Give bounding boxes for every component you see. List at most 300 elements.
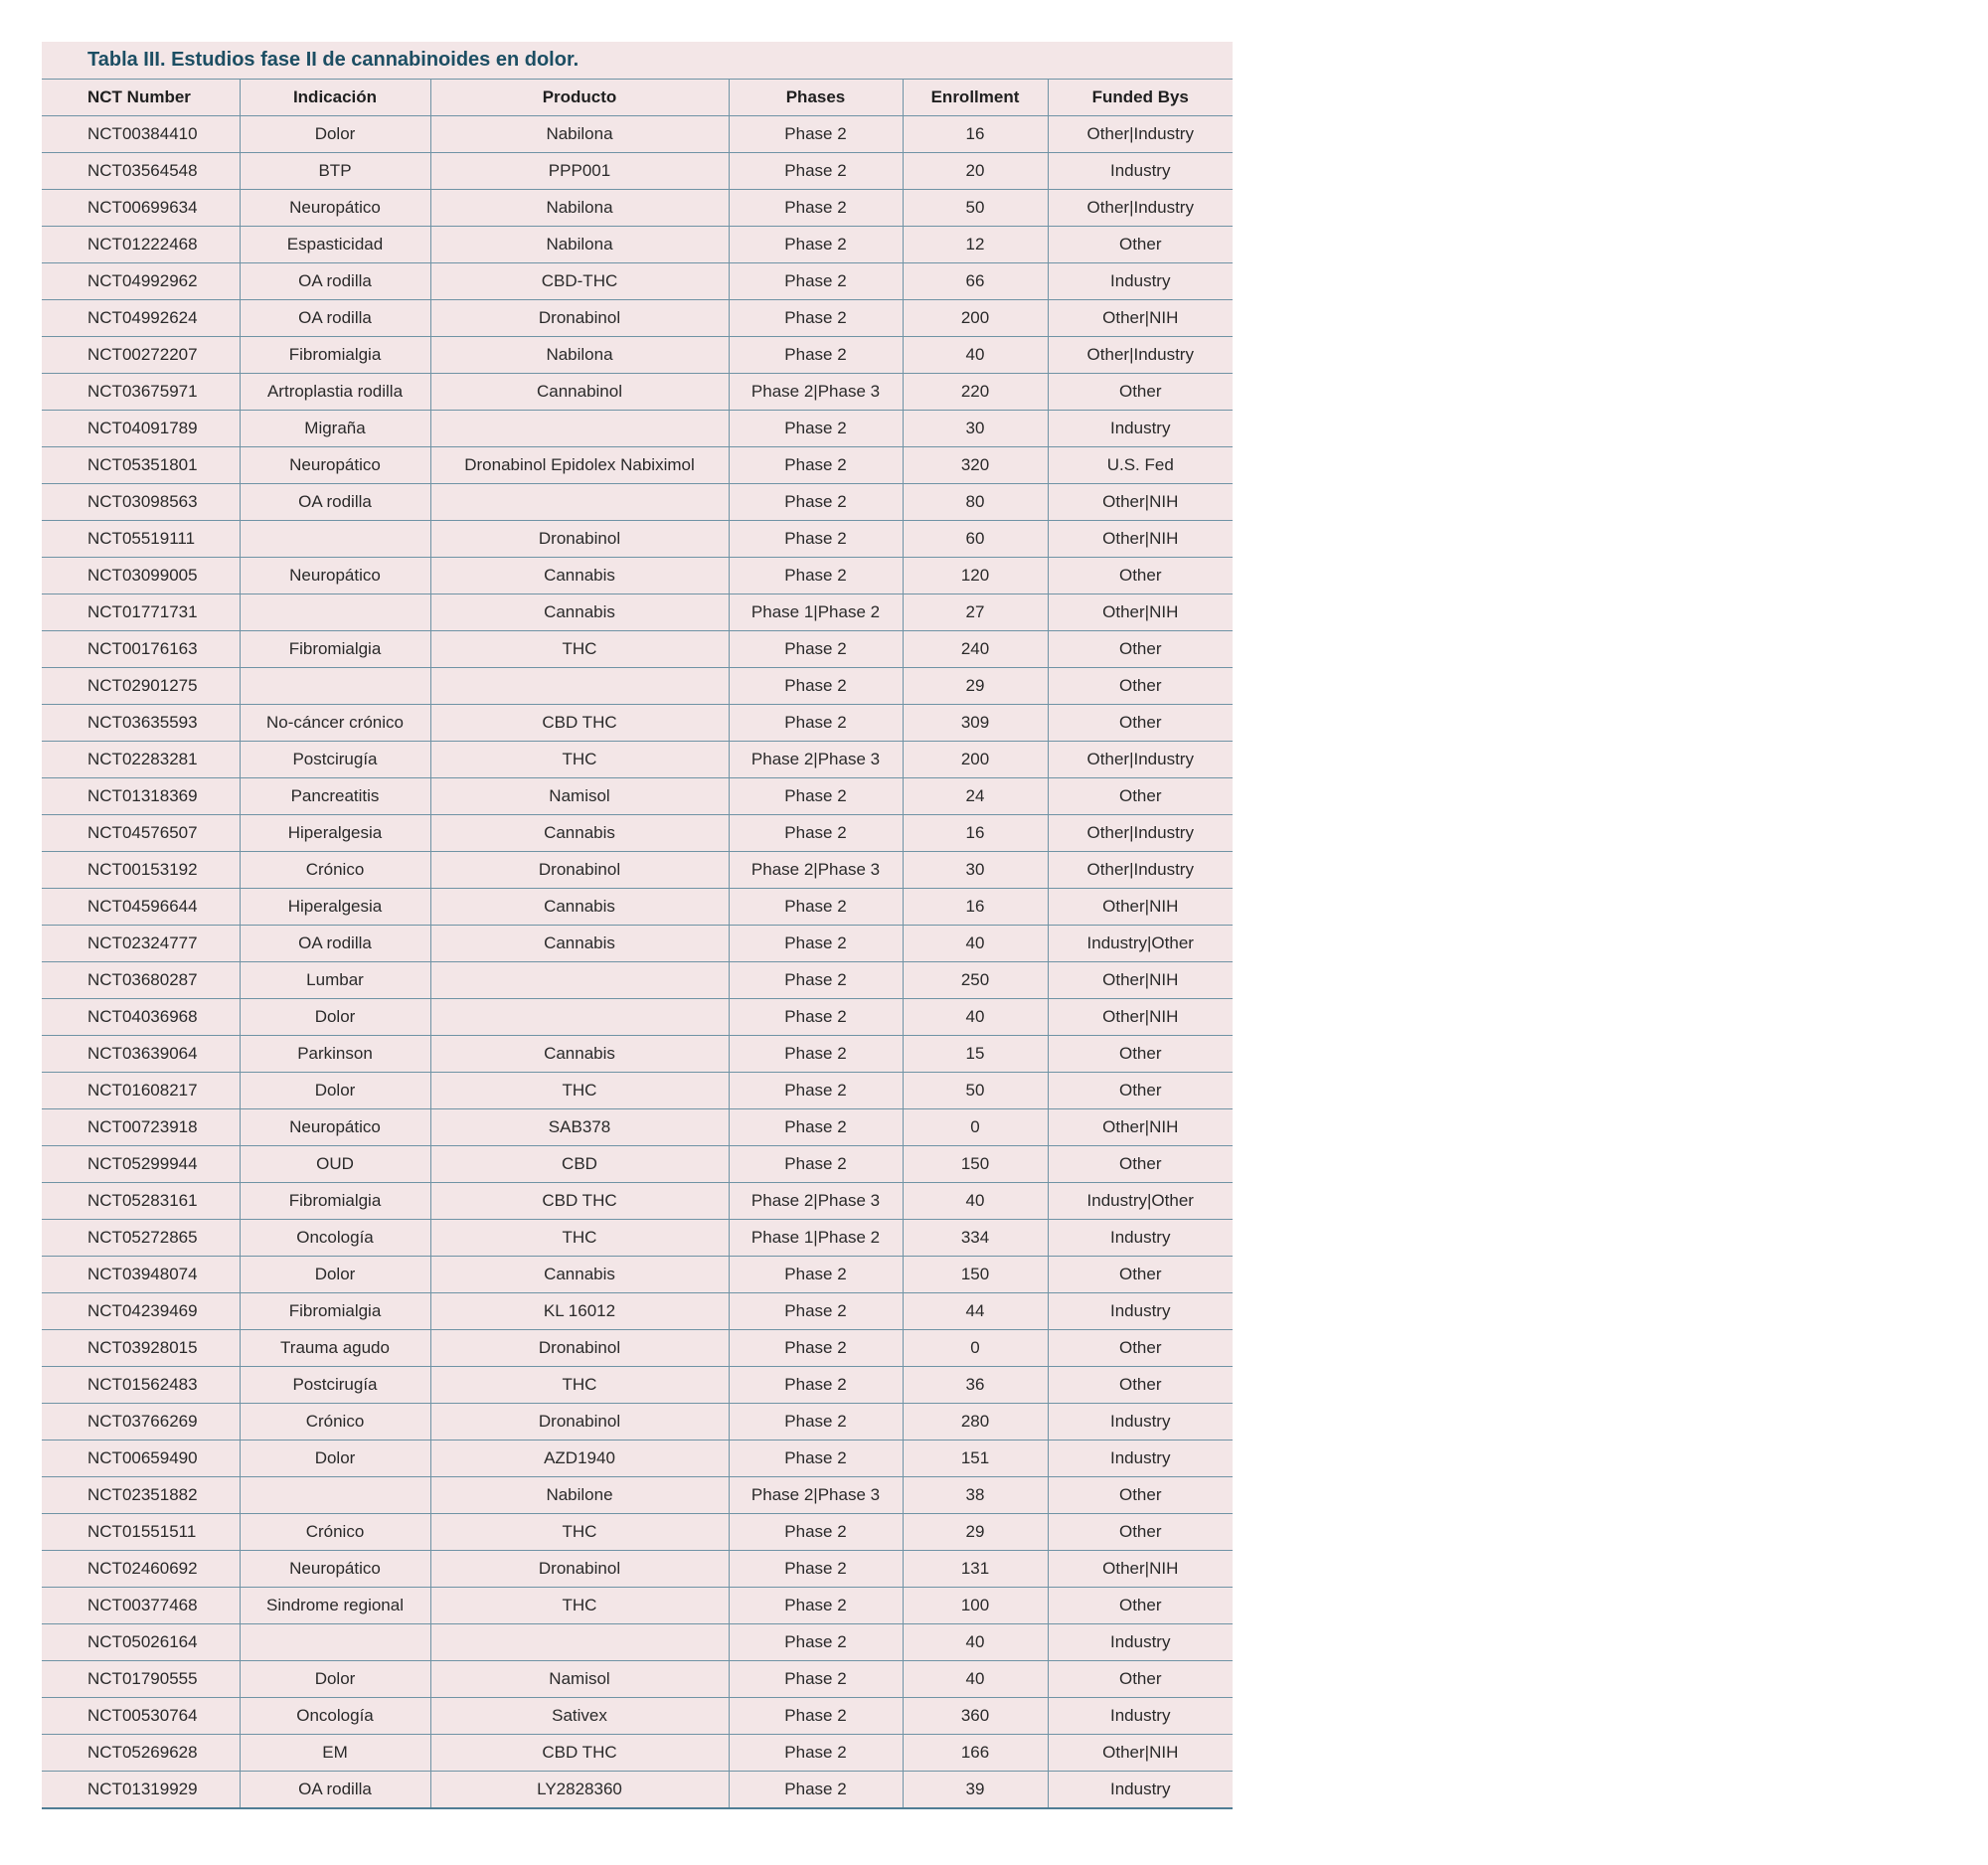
cell-enrollment: 40 (903, 999, 1048, 1036)
cell-funded-bys: Industry (1048, 411, 1233, 447)
table-row (42, 1367, 1233, 1404)
cell-indicacion: EM (240, 1735, 430, 1772)
header-row (42, 80, 1233, 116)
cell-funded-bys: Other (1048, 1036, 1233, 1073)
cell-enrollment: 24 (903, 778, 1048, 815)
cell-phases: Phase 2 (729, 1367, 903, 1404)
cell-funded-bys: Industry (1048, 1441, 1233, 1477)
cell-phases: Phase 2 (729, 153, 903, 190)
cell-phases: Phase 2 (729, 889, 903, 926)
cell-phases: Phase 2 (729, 1698, 903, 1735)
table-row (42, 999, 1233, 1036)
cell-phases: Phase 2|Phase 3 (729, 1477, 903, 1514)
cell-nct-number: NCT05283161 (42, 1183, 240, 1220)
cell-phases: Phase 2 (729, 999, 903, 1036)
cell-producto: THC (430, 742, 729, 778)
cell-indicacion: Sindrome regional (240, 1588, 430, 1624)
cell-indicacion: Trauma agudo (240, 1330, 430, 1367)
cell-producto: Dronabinol Epidolex Nabiximol (430, 447, 729, 484)
cell-nct-number: NCT01318369 (42, 778, 240, 815)
cell-enrollment: 150 (903, 1146, 1048, 1183)
cell-enrollment: 30 (903, 852, 1048, 889)
table-row (42, 263, 1233, 300)
cell-phases: Phase 2 (729, 1588, 903, 1624)
table-row (42, 484, 1233, 521)
table-row (42, 558, 1233, 594)
table-row (42, 705, 1233, 742)
cell-phases: Phase 2 (729, 300, 903, 337)
header-producto: Producto (430, 80, 729, 116)
cell-funded-bys: Other (1048, 1661, 1233, 1698)
cell-nct-number: NCT03766269 (42, 1404, 240, 1441)
table-row (42, 1109, 1233, 1146)
cell-enrollment: 240 (903, 631, 1048, 668)
cell-nct-number: NCT03635593 (42, 705, 240, 742)
cell-phases: Phase 2 (729, 484, 903, 521)
cell-phases: Phase 2 (729, 1772, 903, 1809)
table-row (42, 594, 1233, 631)
cell-enrollment: 40 (903, 926, 1048, 962)
cell-nct-number: NCT03948074 (42, 1257, 240, 1293)
table-header (42, 80, 1233, 116)
cell-producto: Cannabis (430, 1257, 729, 1293)
cell-producto: Dronabinol (430, 521, 729, 558)
cell-nct-number: NCT01551511 (42, 1514, 240, 1551)
cell-nct-number: NCT03098563 (42, 484, 240, 521)
cell-phases: Phase 2 (729, 116, 903, 153)
cell-phases: Phase 2 (729, 1073, 903, 1109)
cell-phases: Phase 2 (729, 263, 903, 300)
cell-funded-bys: Industry (1048, 263, 1233, 300)
table-row (42, 300, 1233, 337)
cell-funded-bys: Other (1048, 1330, 1233, 1367)
cell-producto (430, 999, 729, 1036)
cell-nct-number: NCT00384410 (42, 116, 240, 153)
table-row (42, 815, 1233, 852)
cell-phases: Phase 2 (729, 778, 903, 815)
cell-indicacion: Oncología (240, 1698, 430, 1735)
cell-indicacion (240, 1624, 430, 1661)
cell-phases: Phase 2 (729, 411, 903, 447)
cell-nct-number: NCT05269628 (42, 1735, 240, 1772)
table-row (42, 668, 1233, 705)
table-row (42, 1036, 1233, 1073)
cell-producto: Cannabis (430, 594, 729, 631)
cell-nct-number: NCT00153192 (42, 852, 240, 889)
cell-nct-number: NCT04036968 (42, 999, 240, 1036)
cell-enrollment: 30 (903, 411, 1048, 447)
cell-funded-bys: Other (1048, 227, 1233, 263)
cell-phases: Phase 2 (729, 705, 903, 742)
cell-enrollment: 15 (903, 1036, 1048, 1073)
cell-indicacion: Migraña (240, 411, 430, 447)
cell-phases: Phase 2 (729, 1257, 903, 1293)
cell-funded-bys: U.S. Fed (1048, 447, 1233, 484)
header-funded-bys: Funded Bys (1048, 80, 1233, 116)
cell-phases: Phase 2 (729, 1109, 903, 1146)
cell-producto: Cannabis (430, 558, 729, 594)
cell-funded-bys: Other (1048, 1146, 1233, 1183)
cell-nct-number: NCT00530764 (42, 1698, 240, 1735)
cell-indicacion: Hiperalgesia (240, 815, 430, 852)
table-row (42, 852, 1233, 889)
cell-enrollment: 29 (903, 668, 1048, 705)
cell-enrollment: 166 (903, 1735, 1048, 1772)
cell-funded-bys: Other (1048, 1367, 1233, 1404)
table-row (42, 1661, 1233, 1698)
cell-nct-number: NCT02460692 (42, 1551, 240, 1588)
cell-enrollment: 27 (903, 594, 1048, 631)
cell-nct-number: NCT04992624 (42, 300, 240, 337)
cell-enrollment: 280 (903, 1404, 1048, 1441)
table-row (42, 227, 1233, 263)
trials-table (42, 79, 1233, 1809)
cell-enrollment: 44 (903, 1293, 1048, 1330)
cell-producto: THC (430, 631, 729, 668)
cell-producto: THC (430, 1073, 729, 1109)
cell-indicacion: Crónico (240, 1514, 430, 1551)
cell-funded-bys: Other (1048, 705, 1233, 742)
cell-indicacion: Dolor (240, 1661, 430, 1698)
cell-indicacion: Fibromialgia (240, 337, 430, 374)
cell-producto: KL 16012 (430, 1293, 729, 1330)
cell-producto: Cannabis (430, 1036, 729, 1073)
cell-indicacion: Dolor (240, 1441, 430, 1477)
cell-indicacion: Pancreatitis (240, 778, 430, 815)
cell-phases: Phase 2 (729, 815, 903, 852)
cell-producto: Nabilona (430, 337, 729, 374)
table-row (42, 1330, 1233, 1367)
cell-nct-number: NCT00723918 (42, 1109, 240, 1146)
cell-producto: Dronabinol (430, 1404, 729, 1441)
table-row (42, 1588, 1233, 1624)
table-row (42, 447, 1233, 484)
cell-funded-bys: Other (1048, 778, 1233, 815)
cell-nct-number: NCT01319929 (42, 1772, 240, 1809)
cell-indicacion: Postcirugía (240, 1367, 430, 1404)
cell-enrollment: 39 (903, 1772, 1048, 1809)
cell-producto: THC (430, 1514, 729, 1551)
cell-phases: Phase 2|Phase 3 (729, 742, 903, 778)
cell-enrollment: 29 (903, 1514, 1048, 1551)
table-row (42, 1441, 1233, 1477)
cell-phases: Phase 2 (729, 1514, 903, 1551)
cell-funded-bys: Other (1048, 558, 1233, 594)
cell-funded-bys: Other|Industry (1048, 337, 1233, 374)
cell-producto: Nabilona (430, 227, 729, 263)
cell-indicacion: Fibromialgia (240, 631, 430, 668)
cell-enrollment: 36 (903, 1367, 1048, 1404)
cell-enrollment: 80 (903, 484, 1048, 521)
cell-nct-number: NCT00272207 (42, 337, 240, 374)
table-row (42, 1183, 1233, 1220)
cell-producto (430, 962, 729, 999)
cell-funded-bys: Other (1048, 631, 1233, 668)
cell-producto: THC (430, 1588, 729, 1624)
cell-funded-bys: Other|NIH (1048, 962, 1233, 999)
cell-phases: Phase 2 (729, 1441, 903, 1477)
cell-enrollment: 320 (903, 447, 1048, 484)
header-nct-number: NCT Number (42, 80, 240, 116)
header-enrollment: Enrollment (903, 80, 1048, 116)
cell-phases: Phase 1|Phase 2 (729, 1220, 903, 1257)
cell-nct-number: NCT01790555 (42, 1661, 240, 1698)
cell-indicacion: Crónico (240, 1404, 430, 1441)
cell-funded-bys: Other (1048, 1588, 1233, 1624)
table-row (42, 778, 1233, 815)
cell-indicacion: Fibromialgia (240, 1293, 430, 1330)
cell-nct-number: NCT01222468 (42, 227, 240, 263)
cell-phases: Phase 2 (729, 190, 903, 227)
cell-nct-number: NCT01771731 (42, 594, 240, 631)
cell-enrollment: 200 (903, 300, 1048, 337)
cell-indicacion: Dolor (240, 1257, 430, 1293)
cell-funded-bys: Other|Industry (1048, 742, 1233, 778)
cell-nct-number: NCT04992962 (42, 263, 240, 300)
cell-enrollment: 38 (903, 1477, 1048, 1514)
cell-producto: Sativex (430, 1698, 729, 1735)
cell-funded-bys: Other|NIH (1048, 999, 1233, 1036)
table-panel (42, 42, 1233, 1809)
cell-funded-bys: Industry|Other (1048, 926, 1233, 962)
cell-phases: Phase 2|Phase 3 (729, 374, 903, 411)
table-row (42, 889, 1233, 926)
cell-indicacion: Postcirugía (240, 742, 430, 778)
cell-funded-bys: Other|NIH (1048, 1109, 1233, 1146)
cell-phases: Phase 2 (729, 1293, 903, 1330)
cell-indicacion: Artroplastia rodilla (240, 374, 430, 411)
cell-indicacion: Dolor (240, 1073, 430, 1109)
cell-producto: Namisol (430, 778, 729, 815)
cell-funded-bys: Other (1048, 1257, 1233, 1293)
cell-enrollment: 66 (903, 263, 1048, 300)
cell-indicacion: Neuropático (240, 558, 430, 594)
table-row (42, 190, 1233, 227)
table-row (42, 1404, 1233, 1441)
table-row (42, 962, 1233, 999)
cell-enrollment: 40 (903, 337, 1048, 374)
cell-enrollment: 12 (903, 227, 1048, 263)
cell-phases: Phase 2 (729, 1624, 903, 1661)
cell-producto: LY2828360 (430, 1772, 729, 1809)
cell-enrollment: 20 (903, 153, 1048, 190)
cell-producto: CBD THC (430, 705, 729, 742)
cell-producto: Dronabinol (430, 1551, 729, 1588)
cell-indicacion (240, 521, 430, 558)
table-row (42, 1146, 1233, 1183)
cell-producto: AZD1940 (430, 1441, 729, 1477)
cell-nct-number: NCT03099005 (42, 558, 240, 594)
cell-funded-bys: Industry (1048, 1293, 1233, 1330)
table-row (42, 411, 1233, 447)
cell-nct-number: NCT04596644 (42, 889, 240, 926)
cell-phases: Phase 2 (729, 227, 903, 263)
cell-funded-bys: Industry (1048, 1772, 1233, 1809)
cell-indicacion: OA rodilla (240, 926, 430, 962)
cell-indicacion: No-cáncer crónico (240, 705, 430, 742)
table-row (42, 1073, 1233, 1109)
cell-producto: Nabilona (430, 190, 729, 227)
cell-enrollment: 40 (903, 1183, 1048, 1220)
cell-enrollment: 40 (903, 1624, 1048, 1661)
cell-enrollment: 220 (903, 374, 1048, 411)
cell-enrollment: 60 (903, 521, 1048, 558)
cell-phases: Phase 2 (729, 1661, 903, 1698)
cell-nct-number: NCT02324777 (42, 926, 240, 962)
cell-nct-number: NCT05026164 (42, 1624, 240, 1661)
cell-producto: Cannabis (430, 926, 729, 962)
cell-producto: Dronabinol (430, 1330, 729, 1367)
cell-producto (430, 411, 729, 447)
cell-funded-bys: Industry (1048, 153, 1233, 190)
cell-funded-bys: Other (1048, 374, 1233, 411)
cell-nct-number: NCT03675971 (42, 374, 240, 411)
cell-funded-bys: Other|Industry (1048, 116, 1233, 153)
cell-enrollment: 250 (903, 962, 1048, 999)
cell-enrollment: 16 (903, 889, 1048, 926)
cell-nct-number: NCT03928015 (42, 1330, 240, 1367)
cell-producto: CBD (430, 1146, 729, 1183)
cell-producto (430, 1624, 729, 1661)
cell-indicacion (240, 668, 430, 705)
cell-indicacion: Parkinson (240, 1036, 430, 1073)
table-row (42, 742, 1233, 778)
cell-phases: Phase 2 (729, 521, 903, 558)
table-row (42, 1551, 1233, 1588)
cell-producto: Cannabis (430, 815, 729, 852)
cell-producto: SAB378 (430, 1109, 729, 1146)
cell-phases: Phase 2 (729, 668, 903, 705)
cell-indicacion: BTP (240, 153, 430, 190)
cell-enrollment: 50 (903, 1073, 1048, 1109)
cell-nct-number: NCT00377468 (42, 1588, 240, 1624)
cell-nct-number: NCT02351882 (42, 1477, 240, 1514)
table-row (42, 926, 1233, 962)
cell-enrollment: 0 (903, 1109, 1048, 1146)
cell-indicacion: OA rodilla (240, 300, 430, 337)
cell-funded-bys: Other|NIH (1048, 1551, 1233, 1588)
cell-funded-bys: Industry|Other (1048, 1183, 1233, 1220)
cell-enrollment: 100 (903, 1588, 1048, 1624)
cell-funded-bys: Other|NIH (1048, 889, 1233, 926)
cell-producto: Nabilona (430, 116, 729, 153)
cell-funded-bys: Other (1048, 1477, 1233, 1514)
cell-indicacion (240, 1477, 430, 1514)
header-phases: Phases (729, 80, 903, 116)
cell-nct-number: NCT05351801 (42, 447, 240, 484)
cell-nct-number: NCT03639064 (42, 1036, 240, 1073)
cell-indicacion: OUD (240, 1146, 430, 1183)
cell-indicacion: Neuropático (240, 447, 430, 484)
cell-funded-bys: Other (1048, 1514, 1233, 1551)
cell-enrollment: 200 (903, 742, 1048, 778)
table-caption: Tabla III. Estudios fase II de cannabinoides en dolor. (87, 49, 580, 71)
cell-nct-number: NCT01608217 (42, 1073, 240, 1109)
table-row (42, 1624, 1233, 1661)
cell-funded-bys: Other|NIH (1048, 1735, 1233, 1772)
cell-indicacion: Hiperalgesia (240, 889, 430, 926)
cell-funded-bys: Other (1048, 1073, 1233, 1109)
cell-phases: Phase 2 (729, 337, 903, 374)
table-row (42, 631, 1233, 668)
cell-funded-bys: Other|Industry (1048, 852, 1233, 889)
cell-indicacion (240, 594, 430, 631)
cell-phases: Phase 1|Phase 2 (729, 594, 903, 631)
cell-nct-number: NCT04576507 (42, 815, 240, 852)
cell-indicacion: Espasticidad (240, 227, 430, 263)
cell-indicacion: Neuropático (240, 1551, 430, 1588)
cell-producto: Cannabinol (430, 374, 729, 411)
cell-enrollment: 50 (903, 190, 1048, 227)
cell-enrollment: 0 (903, 1330, 1048, 1367)
cell-enrollment: 16 (903, 815, 1048, 852)
cell-nct-number: NCT00699634 (42, 190, 240, 227)
cell-indicacion: Neuropático (240, 1109, 430, 1146)
cell-nct-number: NCT04239469 (42, 1293, 240, 1330)
table-row (42, 1257, 1233, 1293)
cell-nct-number: NCT05272865 (42, 1220, 240, 1257)
table-row (42, 1772, 1233, 1809)
cell-indicacion: Oncología (240, 1220, 430, 1257)
cell-funded-bys: Industry (1048, 1698, 1233, 1735)
cell-enrollment: 334 (903, 1220, 1048, 1257)
cell-nct-number: NCT05519111 (42, 521, 240, 558)
cell-producto: PPP001 (430, 153, 729, 190)
cell-enrollment: 151 (903, 1441, 1048, 1477)
table-row (42, 1293, 1233, 1330)
cell-phases: Phase 2 (729, 1330, 903, 1367)
cell-indicacion: OA rodilla (240, 263, 430, 300)
cell-phases: Phase 2 (729, 1036, 903, 1073)
cell-producto (430, 484, 729, 521)
table-row (42, 521, 1233, 558)
table-row (42, 153, 1233, 190)
cell-indicacion: Dolor (240, 999, 430, 1036)
table-row (42, 1220, 1233, 1257)
cell-producto (430, 668, 729, 705)
cell-producto: THC (430, 1220, 729, 1257)
cell-phases: Phase 2|Phase 3 (729, 1183, 903, 1220)
cell-phases: Phase 2 (729, 962, 903, 999)
cell-producto: CBD THC (430, 1735, 729, 1772)
cell-enrollment: 120 (903, 558, 1048, 594)
table-row (42, 1698, 1233, 1735)
cell-indicacion: OA rodilla (240, 484, 430, 521)
cell-indicacion: OA rodilla (240, 1772, 430, 1809)
cell-enrollment: 131 (903, 1551, 1048, 1588)
cell-funded-bys: Industry (1048, 1404, 1233, 1441)
cell-nct-number: NCT04091789 (42, 411, 240, 447)
cell-enrollment: 16 (903, 116, 1048, 153)
cell-producto: Cannabis (430, 889, 729, 926)
cell-nct-number: NCT00659490 (42, 1441, 240, 1477)
cell-nct-number: NCT00176163 (42, 631, 240, 668)
cell-enrollment: 150 (903, 1257, 1048, 1293)
cell-phases: Phase 2 (729, 631, 903, 668)
cell-nct-number: NCT03680287 (42, 962, 240, 999)
table-row (42, 1514, 1233, 1551)
cell-phases: Phase 2 (729, 1146, 903, 1183)
table-row (42, 374, 1233, 411)
table-row (42, 1735, 1233, 1772)
cell-funded-bys: Other|Industry (1048, 190, 1233, 227)
table-row (42, 337, 1233, 374)
cell-indicacion: Dolor (240, 116, 430, 153)
cell-funded-bys: Other (1048, 668, 1233, 705)
cell-funded-bys: Other|NIH (1048, 484, 1233, 521)
cell-producto: CBD-THC (430, 263, 729, 300)
cell-funded-bys: Other|NIH (1048, 300, 1233, 337)
